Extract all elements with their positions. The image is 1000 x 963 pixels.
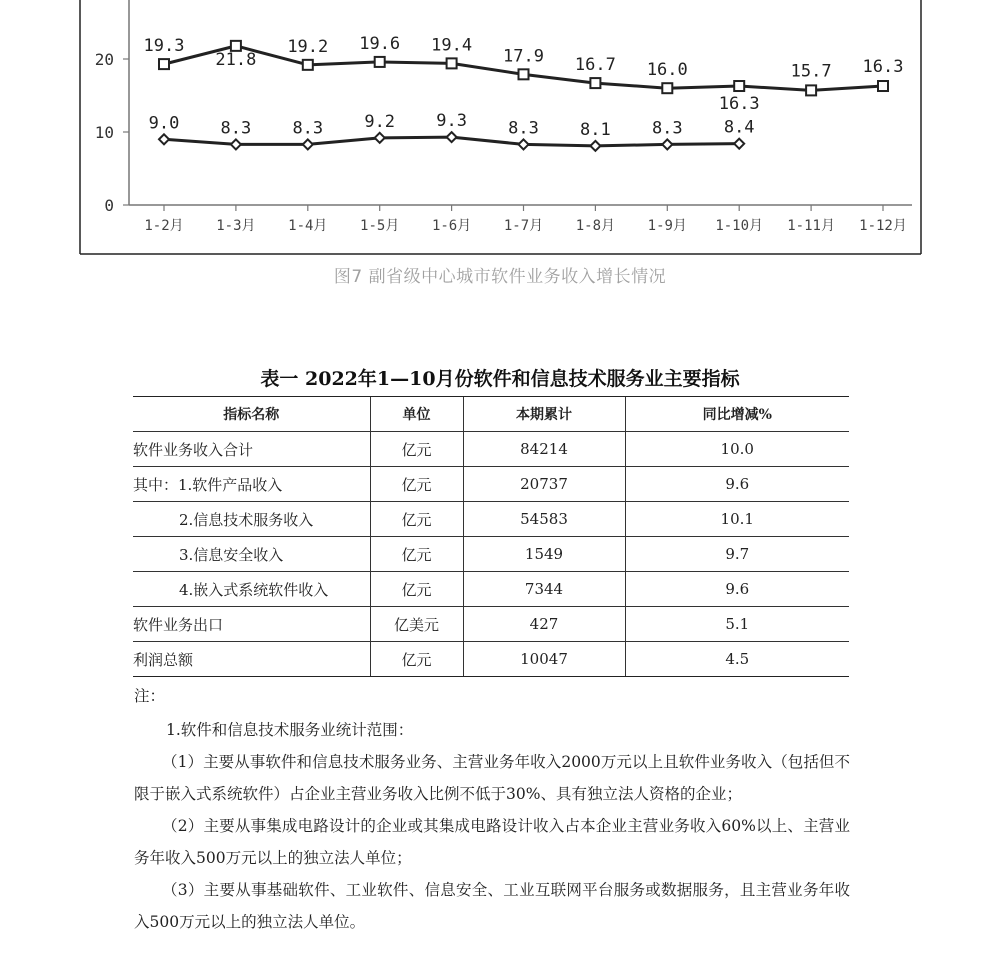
- series-1-point: [878, 81, 888, 91]
- series-1-data-label: 16.3: [862, 57, 904, 78]
- row-change: 4.5: [625, 642, 849, 677]
- row-name: 利润总额: [133, 642, 370, 677]
- figure-caption: 图7 副省级中心城市软件业务收入增长情况: [333, 267, 667, 287]
- x-tick-label: 1-12月: [859, 218, 907, 234]
- row-name: 其中：1.软件产品收入: [133, 467, 370, 502]
- series-1-point: [519, 69, 529, 79]
- row-value: 7344: [463, 572, 625, 607]
- table-row: [133, 537, 849, 572]
- notes-sub-2: （2）主要从事集成电路设计的企业或其集成电路设计收入占本企业主营业务收入60%以上、主营业务年收入500万元以上的独立法人单位；: [134, 817, 850, 867]
- header-yoy-change: 同比增减%: [625, 397, 849, 432]
- table-header-row: [133, 397, 849, 432]
- series-2-data-label: 9.0: [148, 113, 180, 134]
- notes-section: [134, 680, 850, 938]
- row-unit: 亿美元: [370, 607, 463, 642]
- series-1-point: [159, 59, 169, 69]
- series-1-data-label: 16.7: [574, 55, 616, 76]
- series-1-data-label: 16.3: [718, 94, 760, 115]
- series-2-data-label: 9.3: [436, 111, 467, 132]
- series-1-data-label: 19.4: [431, 35, 473, 56]
- series-2-point: [590, 141, 600, 151]
- row-name: 4.嵌入式系统软件收入: [133, 572, 370, 607]
- x-tick-label: 1-7月: [503, 218, 544, 234]
- table-row: [133, 642, 849, 677]
- header-unit: 单位: [370, 397, 463, 432]
- series-2-data-label: 8.3: [220, 118, 252, 139]
- series-1-data-label: 15.7: [790, 61, 832, 82]
- table-row: [133, 607, 849, 642]
- series-1-data-label: 19.6: [359, 33, 401, 54]
- series-1-point: [662, 83, 672, 93]
- series-2-data-label: 8.1: [580, 119, 611, 140]
- indicators-table: [133, 396, 849, 677]
- series-1-point: [590, 78, 600, 88]
- series-1-point: [447, 58, 457, 68]
- row-name: 2.信息技术服务收入: [133, 502, 370, 537]
- row-value: 1549: [463, 537, 625, 572]
- row-unit: 亿元: [370, 572, 463, 607]
- series-2-data-label: 8.3: [292, 118, 324, 139]
- table-title: 表一 2022年1—10月份软件和信息技术服务业主要指标: [260, 368, 740, 390]
- series-1-point: [806, 85, 816, 95]
- series-2-data-label: 8.3: [508, 118, 539, 139]
- row-name: 软件业务收入合计: [133, 432, 370, 467]
- row-change: 9.7: [625, 537, 849, 572]
- row-value: 84214: [463, 432, 625, 467]
- y-tick-label: 20: [94, 50, 114, 69]
- series-2-point: [734, 139, 744, 149]
- table-row: [133, 467, 849, 502]
- series-1-point: [375, 57, 385, 67]
- row-name: 软件业务出口: [133, 607, 370, 642]
- series-1-point: [303, 60, 313, 70]
- row-value: 427: [463, 607, 625, 642]
- y-tick-label: 0: [104, 196, 114, 215]
- row-change: 9.6: [625, 572, 849, 607]
- series-2-point: [303, 139, 313, 149]
- series-2-point: [159, 134, 169, 144]
- row-change: 9.6: [625, 467, 849, 502]
- header-cumulative: 本期累计: [463, 397, 625, 432]
- x-tick-label: 1-9月: [647, 218, 687, 234]
- x-tick-label: 1-8月: [575, 218, 616, 234]
- series-2-data-label: 8.4: [723, 117, 755, 138]
- series-1-point: [734, 81, 744, 91]
- series-2-point: [375, 133, 385, 143]
- notes-sub-3: （3）主要从事基础软件、工业软件、信息安全、工业互联网平台服务或数据服务，且主营业务年收入500万元以上的独立法人单位。: [134, 881, 850, 931]
- row-change: 10.0: [625, 432, 849, 467]
- line-chart-svg: [0, 0, 1000, 262]
- y-tick-label: 10: [94, 123, 114, 142]
- x-tick-label: 1-6月: [431, 218, 472, 234]
- series-2-point: [519, 139, 529, 149]
- row-name: 3.信息安全收入: [133, 537, 370, 572]
- x-tick-label: 1-5月: [360, 218, 400, 234]
- x-tick-label: 1-3月: [216, 218, 256, 234]
- series-1-data-label: 17.9: [503, 46, 544, 67]
- row-unit: 亿元: [370, 502, 463, 537]
- series-2-point: [447, 132, 457, 142]
- row-change: 5.1: [625, 607, 849, 642]
- x-tick-label: 1-11月: [787, 218, 835, 234]
- series-1-data-label: 19.3: [143, 36, 185, 57]
- row-unit: 亿元: [370, 537, 463, 572]
- table-row: [133, 432, 849, 467]
- series-1-data-label: 19.2: [287, 36, 329, 57]
- series-1-data-label: 21.8: [215, 49, 257, 70]
- series-2-point: [231, 139, 241, 149]
- series-2-data-label: 8.3: [651, 118, 683, 139]
- notes-sub-1: （1）主要从事软件和信息技术服务业务、主营业务年收入2000万元以上且软件业务收入（包括但不限于嵌入式系统软件）占企业主营业务收入比例不低于30%、具有独立法人资格的企业；: [134, 753, 850, 803]
- row-value: 10047: [463, 642, 625, 677]
- x-tick-label: 1-4月: [288, 218, 328, 234]
- row-unit: 亿元: [370, 432, 463, 467]
- x-tick-label: 1-2月: [144, 218, 184, 234]
- row-value: 54583: [463, 502, 625, 537]
- table-row: [133, 572, 849, 607]
- series-2-data-label: 9.2: [364, 111, 396, 132]
- series-1-data-label: 16.0: [646, 60, 688, 81]
- notes-item-1: 1.软件和信息技术服务业统计范围：: [166, 721, 414, 739]
- row-change: 10.1: [625, 502, 849, 537]
- row-unit: 亿元: [370, 467, 463, 502]
- table-row: [133, 502, 849, 537]
- notes-label: 注：: [134, 687, 166, 705]
- header-indicator-name: 指标名称: [133, 397, 370, 432]
- line-chart: [0, 0, 1000, 262]
- row-value: 20737: [463, 467, 625, 502]
- x-tick-label: 1-10月: [715, 218, 764, 234]
- series-2-point: [662, 139, 672, 149]
- row-unit: 亿元: [370, 642, 463, 677]
